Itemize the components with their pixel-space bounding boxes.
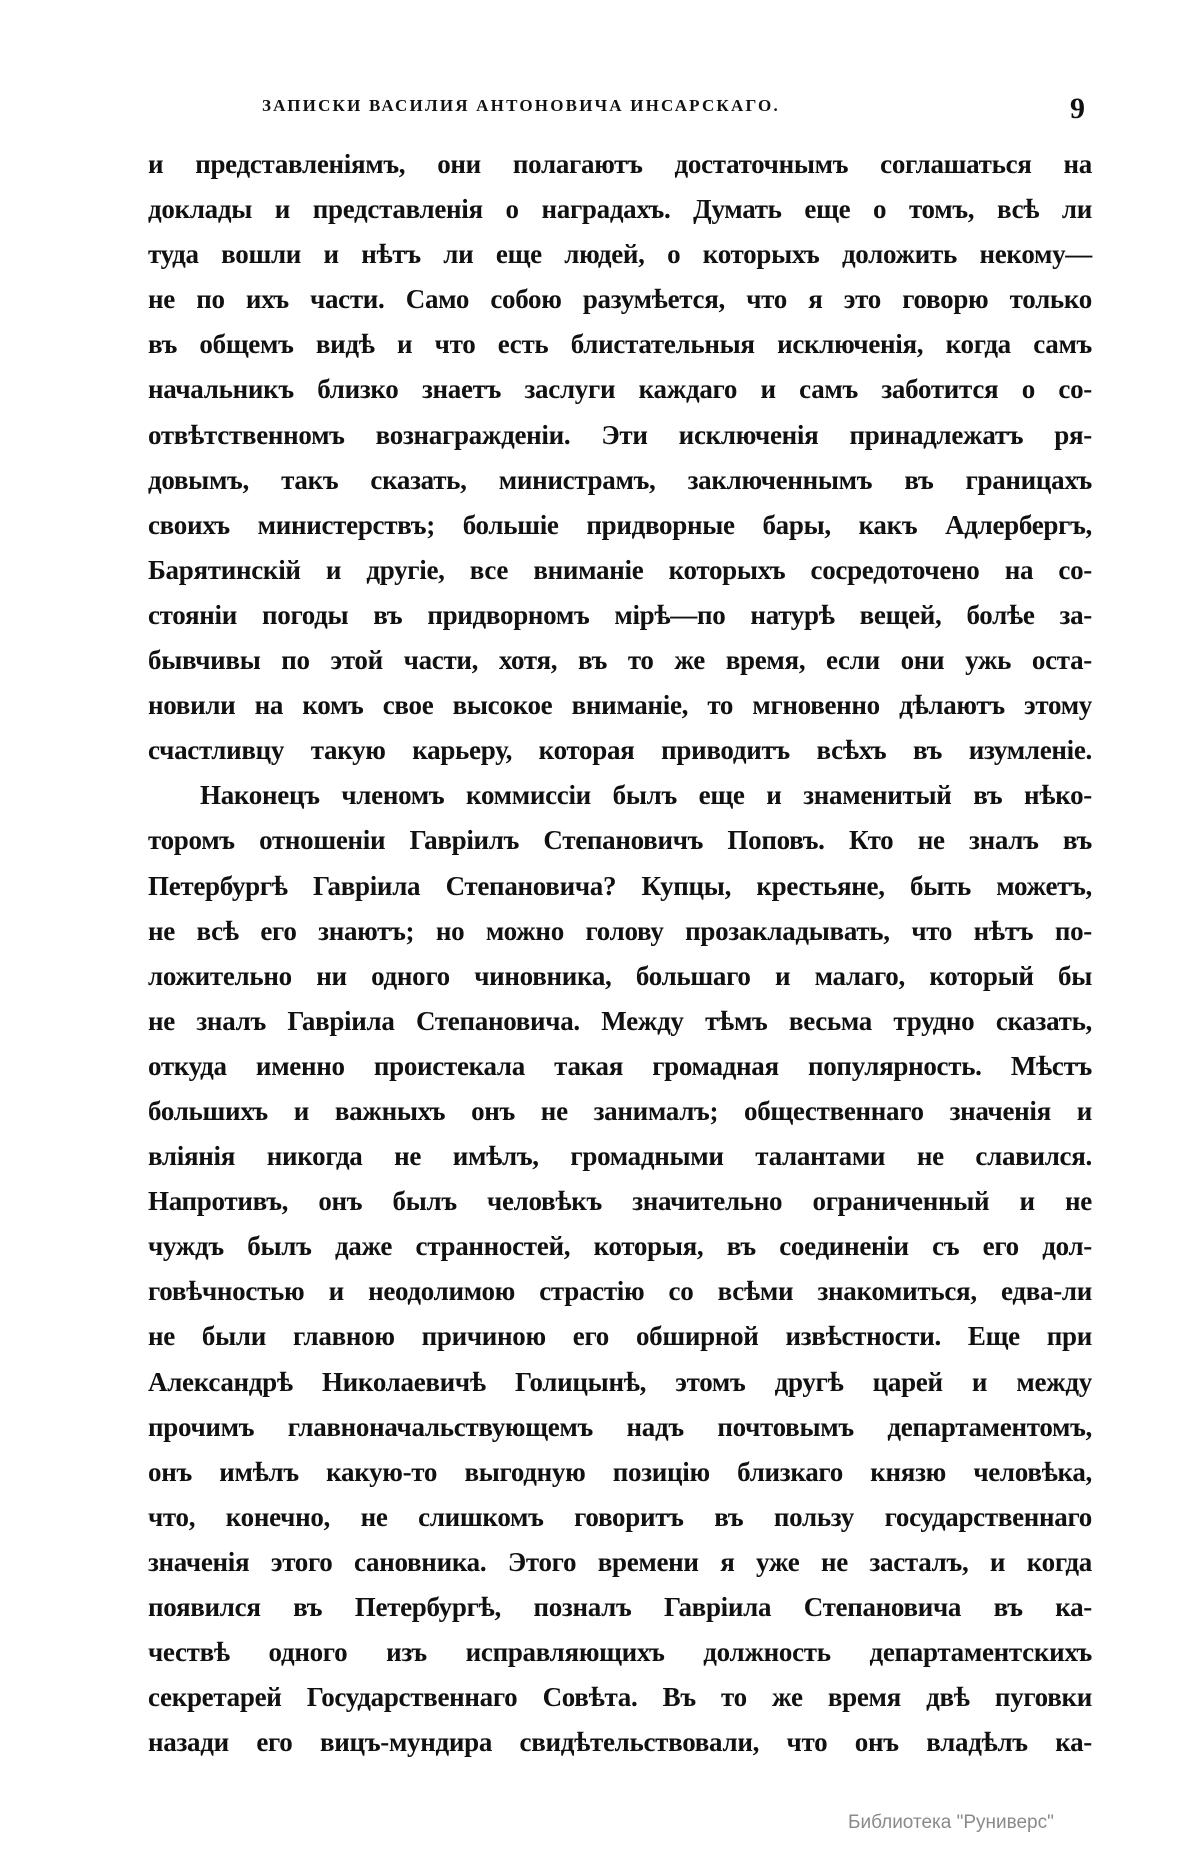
text-line: счастливцу такую карьеру, которая приводитъ всѣхъ въ изумленіе. xyxy=(148,735,1092,766)
text-line: значенія этого сановника. Этого времени я уже не засталъ, и когда xyxy=(148,1546,1092,1577)
text-line: въ общемъ видѣ и что есть блистательныя исключенія, когда самъ xyxy=(148,329,1092,360)
text-line: не всѣ его знаютъ; но можно голову прозакладывать, что нѣтъ по- xyxy=(148,915,1092,946)
text-line: назади его вицъ-мундира свидѣтельствовали, что онъ владѣлъ ка- xyxy=(148,1727,1092,1758)
text-line: новили на комъ свое высокое вниманіе, то мгновенно дѣлаютъ этому xyxy=(148,690,1092,721)
text-line: своихъ министерствъ; большіе придворные бары, какъ Адлербергъ, xyxy=(148,509,1092,540)
text-line: говѣчностью и неодолимою страстію со всѣми знакомиться, едва-ли xyxy=(148,1276,1092,1307)
text-line: доклады и представленія о наградахъ. Думать еще о томъ, всѣ ли xyxy=(148,194,1092,225)
text-line: появился въ Петербургѣ, позналъ Гавріила Степановича въ ка- xyxy=(148,1592,1092,1622)
text-line: прочимъ главноначальствующемъ надъ почтовымъ департаментомъ, xyxy=(148,1411,1092,1442)
text-line: Петербургѣ Гавріила Степановича? Купцы, крестьяне, быть можетъ, xyxy=(148,870,1092,901)
library-watermark: Библиотека "Руниверс" xyxy=(848,1812,1054,1833)
text-line: что, конечно, не слишкомъ говоритъ въ пользу государственнаго xyxy=(148,1501,1092,1532)
body-text xyxy=(148,142,1092,1765)
text-line: откуда именно проистекала такая громадная популярность. Мѣстъ xyxy=(148,1050,1092,1081)
page-number: 9 xyxy=(1070,92,1085,125)
text-line: Напротивъ, онъ былъ человѣкъ значительно ограниченный и не xyxy=(148,1186,1092,1217)
text-line: отвѣтственномъ вознагражденіи. Эти исключенія принадлежатъ ря- xyxy=(148,419,1092,450)
text-line: не зналъ Гавріила Степановича. Между тѣмъ весьма трудно сказать, xyxy=(148,1005,1092,1036)
text-line: торомъ отношеніи Гавріилъ Степановичъ Поповъ. Кто не зналъ въ xyxy=(148,825,1092,856)
text-line: и представленіямъ, они полагаютъ достаточнымъ соглашаться на xyxy=(148,149,1092,179)
text-line: Барятинскій и другіе, все вниманіе которыхъ сосредоточено на со- xyxy=(148,554,1092,585)
text-line: не были главною причиною его обширной извѣстности. Еще при xyxy=(148,1321,1092,1352)
text-line: бывчивы по этой части, хотя, въ то же время, если они ужь оста- xyxy=(148,645,1092,676)
text-line: не по ихъ части. Само собою разумѣется, что я это говорю только xyxy=(148,284,1092,315)
text-line: чествѣ одного изъ исправляющихъ должность департаментскихъ xyxy=(148,1637,1092,1668)
text-line: чуждъ былъ даже странностей, которыя, въ соединеніи съ его дол- xyxy=(148,1231,1092,1262)
text-line: Наконецъ членомъ коммиссіи былъ еще и знаменитый въ нѣко- xyxy=(200,780,1092,811)
text-line: довымъ, такъ сказать, министрамъ, заключеннымъ въ границахъ xyxy=(148,464,1092,495)
text-line: ложительно ни одного чиновника, большаго и малаго, который бы xyxy=(148,960,1092,991)
text-line: Александрѣ Николаевичѣ Голицынѣ, этомъ другѣ царей и между xyxy=(148,1366,1092,1397)
text-line: туда вошли и нѣтъ ли еще людей, о которыхъ доложить некому— xyxy=(148,239,1092,270)
text-line: онъ имѣлъ какую-то выгодную позицію близкаго князю человѣка, xyxy=(148,1456,1092,1487)
text-line: секретарей Государственнаго Совѣта. Въ то же время двѣ пуговки xyxy=(148,1682,1092,1713)
running-title: ЗАПИСКИ ВАСИЛИЯ АНТОНОВИЧА ИНСАРСКАГО. xyxy=(262,96,780,115)
text-line: начальникъ близко знаетъ заслуги каждаго и самъ заботится о со- xyxy=(148,374,1092,405)
text-line: большихъ и важныхъ онъ не занималъ; общественнаго значенія и xyxy=(148,1095,1092,1126)
text-line: стояніи погоды въ придворномъ мірѣ—по натурѣ вещей, болѣе за- xyxy=(148,599,1092,630)
text-line: вліянія никогда не имѣлъ, громадными талантами не славился. xyxy=(148,1141,1092,1172)
